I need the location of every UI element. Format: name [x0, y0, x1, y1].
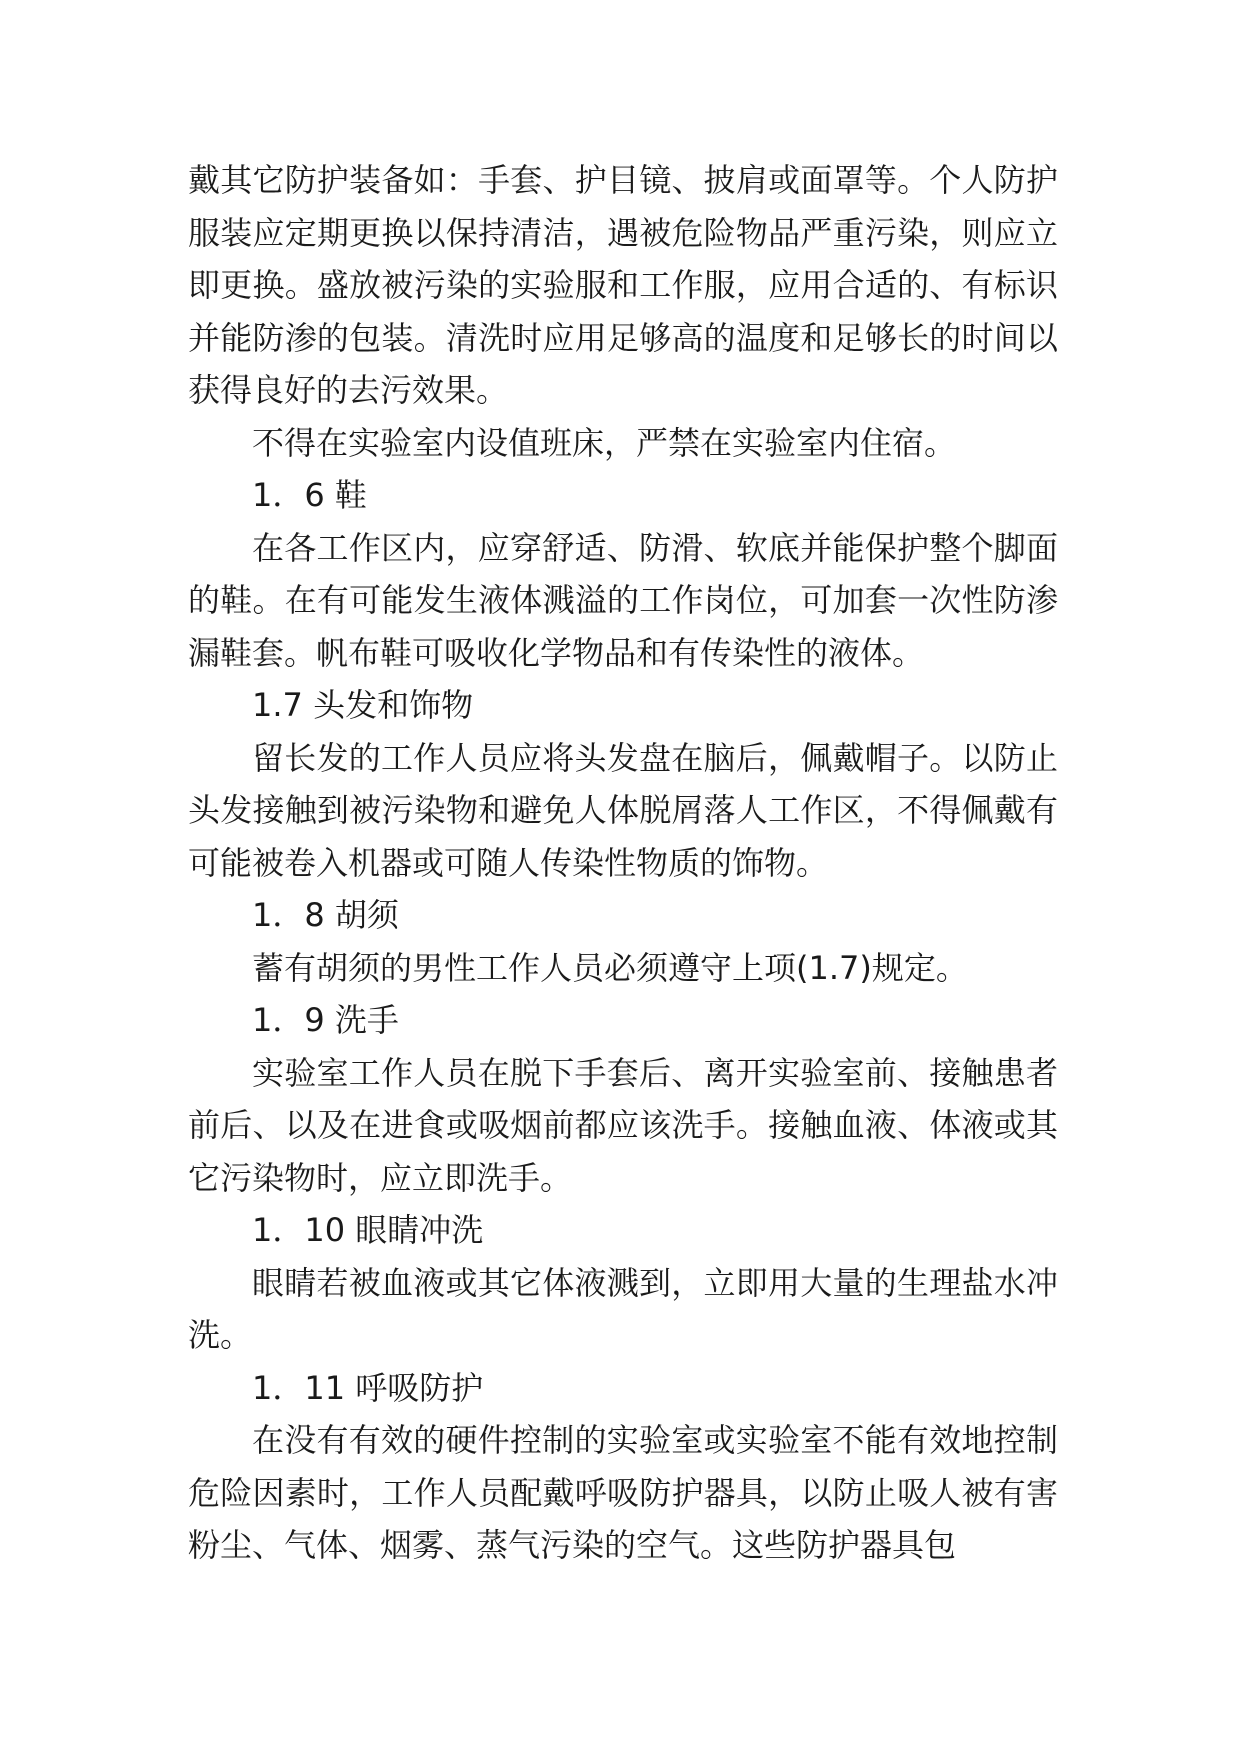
section-heading-respiratory-protection: 1．11 呼吸防护 — [252, 1368, 484, 1407]
section-heading-shoes: 1．6 鞋 — [252, 476, 367, 514]
paragraph-respiratory-protection: 在没有有效的硬件控制的实验室或实验室不能有效地控制危险因素时，工作人员配戴呼吸防护器具，以防止吸人被有害粉尘、气体、烟雾、蒸气污染的空气。这些防护器具包 — [188, 1421, 1058, 1564]
paragraph-hair-accessories: 留长发的工作人员应将头发盘在脑后，佩戴帽子。以防止头发接触到被污染物和避免人体脱屑落人工作区，不得佩戴有可能被卷入机器或可随人传染性物质的饰物。 — [188, 738, 1058, 882]
paragraph-no-dormitory: 不得在实验室内设值班床，严禁在实验室内住宿。 — [252, 423, 957, 462]
section-heading-hand-washing: 1．9 洗手 — [252, 1001, 399, 1039]
paragraph-continuation: 戴其它防护装备如：手套、护目镜、披肩或面罩等。个人防护服装应定期更换以保持清洁，遇被危险物品严重污染，则应立即更换。盛放被污染的实验服和工作服，应用合适的、有标识并能防渗的包装。清洗时应用足够高的温度和足够长的时间以获得良好的去污效果。 — [188, 161, 1058, 409]
paragraph-hand-washing: 实验室工作人员在脱下手套后、离开实验室前、接触患者前后、以及在进食或吸烟前都应该洗手。接触血液、体液或其它污染物时，应立即洗手。 — [188, 1053, 1058, 1197]
paragraph-beard: 蓄有胡须的男性工作人员必须遵守上项(1.7)规定。 — [252, 948, 968, 987]
document-body — [188, 154, 1058, 1572]
paragraph-shoes: 在各工作区内，应穿舒适、防滑、软底并能保护整个脚面的鞋。在有可能发生液体溅溢的工作岗位，可加套一次性防渗漏鞋套。帆布鞋可吸收化学物品和有传染性的液体。 — [188, 528, 1058, 672]
section-heading-hair-accessories: 1.7 头发和饰物 — [252, 686, 474, 724]
section-heading-beard: 1．8 胡须 — [252, 896, 399, 934]
section-heading-eye-rinse: 1．10 眼睛冲洗 — [252, 1211, 484, 1249]
paragraph-eye-rinse: 眼睛若被血液或其它体液溅到，立即用大量的生理盐水冲洗。 — [188, 1263, 1058, 1354]
